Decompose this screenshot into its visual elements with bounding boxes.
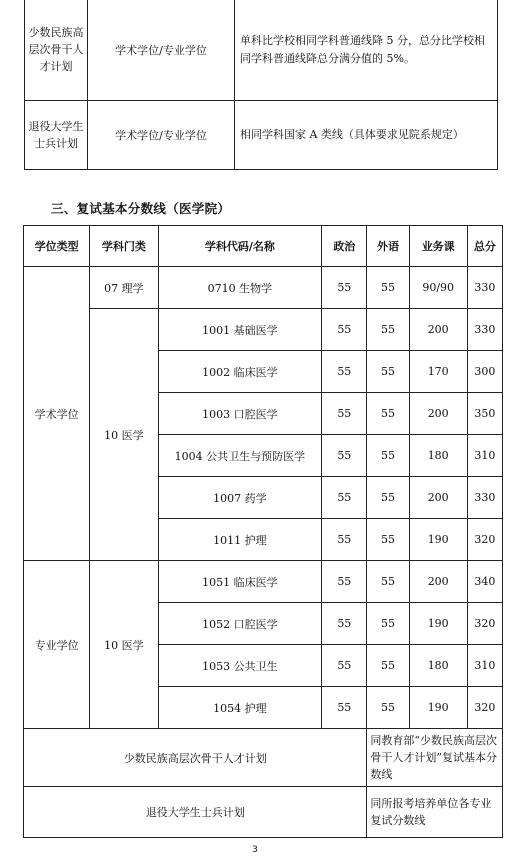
language-cell: 55 — [367, 309, 409, 351]
total-cell: 330 — [467, 267, 502, 309]
total-cell: 350 — [467, 393, 502, 435]
language-cell: 55 — [367, 351, 409, 393]
language-cell: 55 — [367, 393, 409, 435]
code-name-cell: 1007 药学 — [158, 477, 322, 519]
language-cell: 55 — [367, 477, 409, 519]
language-cell: 55 — [367, 435, 409, 477]
special-plan-cell: 退役大学生士兵计划 — [24, 787, 367, 838]
code-name-cell: 1011 护理 — [158, 519, 322, 561]
header-total: 总分 — [467, 226, 502, 267]
politics-cell: 55 — [322, 351, 367, 393]
table-row — [24, 309, 503, 351]
score-line-table — [23, 225, 503, 838]
code-name-cell: 1002 临床医学 — [158, 351, 322, 393]
special-plans-table — [24, 0, 498, 170]
total-cell: 320 — [467, 603, 502, 645]
plan-cell: 少数民族高层次骨干人才计划 — [25, 0, 88, 100]
language-cell: 55 — [367, 687, 409, 729]
major-cell: 180 — [409, 645, 467, 687]
politics-cell: 55 — [322, 561, 367, 603]
total-cell: 310 — [467, 435, 502, 477]
special-plan-cell: 少数民族高层次骨干人才计划 — [24, 729, 367, 787]
code-name-cell: 1052 口腔医学 — [158, 603, 322, 645]
rule-cell: 单科比学校相同学科普通线降 5 分，总分比学校相同学科普通线降总分满分值的 5%。 — [235, 0, 498, 100]
header-language: 外语 — [367, 226, 409, 267]
header-degree-type: 学位类型 — [24, 226, 90, 267]
code-name-cell: 1001 基础医学 — [158, 309, 322, 351]
total-cell: 300 — [467, 351, 502, 393]
degree-type-professional: 专业学位 — [24, 561, 90, 729]
header-major: 业务课 — [409, 226, 467, 267]
header-category: 学科门类 — [90, 226, 158, 267]
major-cell: 180 — [409, 435, 467, 477]
degree-cell: 学术学位/专业学位 — [88, 100, 235, 169]
total-cell: 310 — [467, 645, 502, 687]
special-rule-cell: 同教育部“少数民族高层次骨干人才计划”复试基本分数线 — [367, 729, 503, 787]
major-cell: 190 — [409, 603, 467, 645]
politics-cell: 55 — [322, 435, 367, 477]
major-cell: 200 — [409, 477, 467, 519]
code-name-cell: 1003 口腔医学 — [158, 393, 322, 435]
total-cell: 340 — [467, 561, 502, 603]
table-row — [25, 100, 498, 169]
politics-cell: 55 — [322, 309, 367, 351]
major-cell: 190 — [409, 687, 467, 729]
table-row — [24, 267, 503, 309]
major-cell: 90/90 — [409, 267, 467, 309]
major-cell: 200 — [409, 393, 467, 435]
special-rule-cell: 同所报考培养单位各专业复试分数线 — [367, 787, 503, 838]
language-cell: 55 — [367, 603, 409, 645]
code-name-cell: 1004 公共卫生与预防医学 — [158, 435, 322, 477]
politics-cell: 55 — [322, 687, 367, 729]
code-name-cell: 1054 护理 — [158, 687, 322, 729]
major-cell: 200 — [409, 561, 467, 603]
table-row — [24, 561, 503, 603]
language-cell: 55 — [367, 519, 409, 561]
rule-cell: 相同学科国家 A 类线（具体要求见院系规定） — [235, 100, 498, 169]
page-number: 3 — [252, 845, 258, 855]
politics-cell: 55 — [322, 603, 367, 645]
politics-cell: 55 — [322, 393, 367, 435]
category-cell: 07 理学 — [90, 267, 158, 309]
major-cell: 170 — [409, 351, 467, 393]
category-cell: 10 医学 — [90, 309, 158, 561]
politics-cell: 55 — [322, 519, 367, 561]
degree-cell: 学术学位/专业学位 — [88, 0, 235, 100]
total-cell: 320 — [467, 519, 502, 561]
table-row — [24, 787, 503, 838]
major-cell: 200 — [409, 309, 467, 351]
politics-cell: 55 — [322, 477, 367, 519]
code-name-cell: 1053 公共卫生 — [158, 645, 322, 687]
total-cell: 330 — [467, 477, 502, 519]
total-cell: 330 — [467, 309, 502, 351]
code-name-cell: 1051 临床医学 — [158, 561, 322, 603]
degree-type-academic: 学术学位 — [24, 267, 90, 561]
politics-cell: 55 — [322, 645, 367, 687]
politics-cell: 55 — [322, 267, 367, 309]
header-row — [24, 226, 503, 267]
header-politics: 政治 — [322, 226, 367, 267]
category-cell: 10 医学 — [90, 561, 158, 729]
language-cell: 55 — [367, 561, 409, 603]
plan-cell: 退役大学生士兵计划 — [25, 100, 88, 169]
table-row — [24, 729, 503, 787]
table-row — [25, 0, 498, 100]
language-cell: 55 — [367, 267, 409, 309]
header-code-name: 学科代码/名称 — [158, 226, 322, 267]
total-cell: 320 — [467, 687, 502, 729]
code-name-cell: 0710 生物学 — [158, 267, 322, 309]
language-cell: 55 — [367, 645, 409, 687]
section-title: 三、复试基本分数线（医学院） — [51, 201, 231, 216]
major-cell: 190 — [409, 519, 467, 561]
